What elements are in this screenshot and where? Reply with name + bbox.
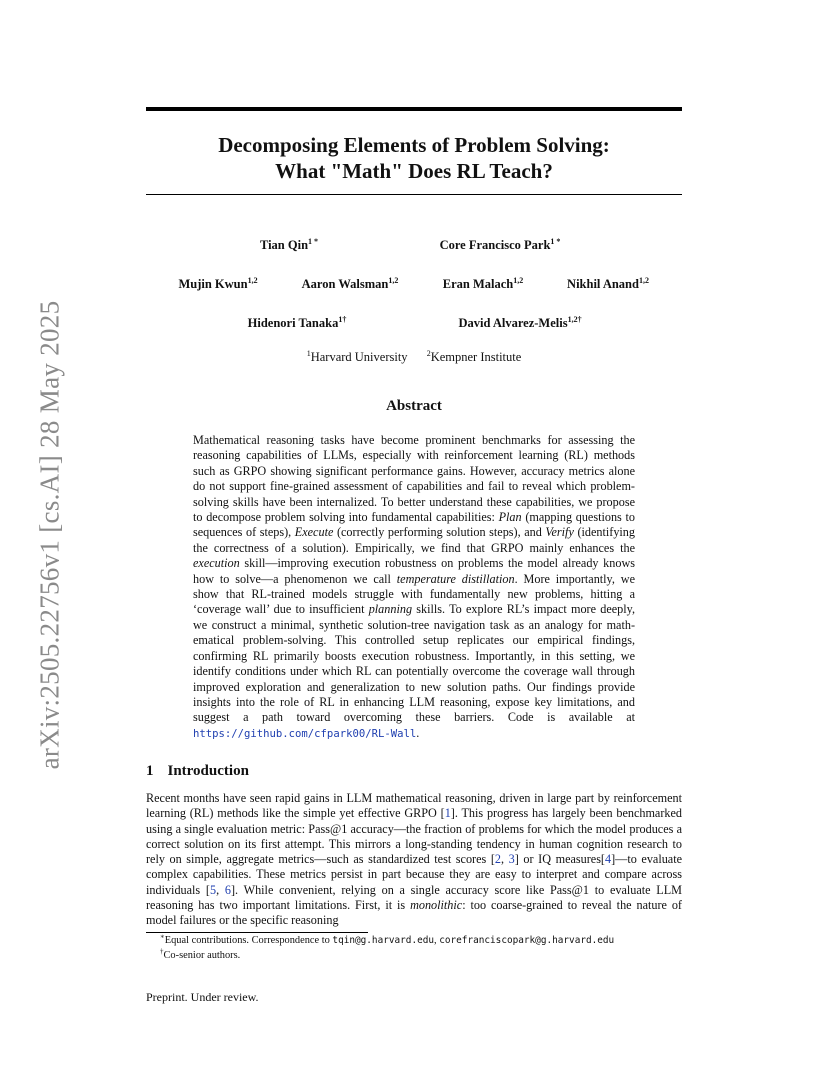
- intro-text: ] or IQ measures[: [514, 852, 605, 867]
- citation-link[interactable]: 6: [224, 882, 231, 897]
- author-name: David Alvarez-Melis: [458, 316, 568, 330]
- abstract-text: . More importantly, we show that RL-trained models struggle with fundamentally new problems, hitting a ‘coverage wall’ due to insufficient: [193, 571, 635, 617]
- citation-link[interactable]: 4: [605, 852, 612, 867]
- author-marks: 1,2†: [567, 314, 582, 324]
- footnote-mark: ∗: [160, 932, 165, 941]
- author-core-francisco-park: [440, 238, 561, 253]
- abstract-emphasis: Verify: [545, 525, 574, 540]
- author-marks: 1,2: [247, 275, 258, 285]
- footnote-text: Co-senior authors.: [163, 950, 241, 961]
- code-repository-link[interactable]: https://github.com/cfpark00/RL-Wall: [193, 727, 417, 740]
- author-name: Mujin Kwun: [178, 277, 248, 291]
- title-bottom-rule: [146, 194, 682, 195]
- footnote-rule: [146, 932, 368, 933]
- paper-title: [146, 132, 682, 184]
- intro-text: : too coarse-grained to reveal the nature of model failures or the specific reasoning: [146, 898, 682, 928]
- intro-text: ,: [501, 852, 509, 867]
- abstract-text: (mapping questions to sequences of steps),: [193, 510, 635, 540]
- author-tian-qin: [260, 238, 318, 253]
- author-marks: 1,2: [513, 275, 524, 285]
- title-top-rule: [146, 107, 682, 111]
- abstract-emphasis: planning: [368, 602, 413, 617]
- section-title: Introduction: [167, 763, 249, 779]
- footnote-co-senior: [160, 947, 241, 961]
- title-line-1: Decomposing Elements of Problem Solving:: [218, 133, 610, 157]
- abstract-text: (correctly performing solution steps), and: [333, 525, 546, 540]
- email-tqin[interactable]: tqin@g.harvard.edu: [332, 935, 435, 946]
- author-nikhil-anand: [567, 277, 649, 292]
- citation-link[interactable]: 3: [508, 852, 515, 867]
- arxiv-identifier-stamp: arXiv:2505.22756v1 [cs.AI] 28 May 2025: [34, 300, 65, 770]
- footnote-text: Equal contributions. Correspondence to: [164, 935, 333, 946]
- affiliation-kempner: [427, 350, 522, 364]
- affiliation-name: Harvard University: [310, 350, 408, 364]
- author-name: Core Francisco Park: [439, 238, 551, 252]
- affiliation-mark: 1: [306, 348, 311, 358]
- intro-text: ]. While convenient, relying on a single accuracy score like Pass@1 to evaluate LLM reasoning has two important limitations. First, it is: [146, 882, 682, 913]
- author-hidenori-tanaka: [248, 316, 347, 331]
- author-marks: 1,2: [388, 275, 399, 285]
- author-marks: 1 *: [308, 236, 319, 246]
- author-name: Eran Malach: [442, 277, 514, 291]
- affiliations: [146, 350, 682, 365]
- intro-text: ]—to evaluate complex capabilities. These metrics persist in part because they are easy to interpret and compare across individuals [: [146, 852, 683, 897]
- abstract-emphasis: Execute: [294, 525, 334, 540]
- footnote-equal-contribution: [160, 932, 615, 946]
- citation-link[interactable]: 1: [444, 806, 451, 821]
- abstract-body: [193, 433, 635, 742]
- intro-emphasis: monolithic: [410, 898, 463, 913]
- author-marks: 1†: [338, 314, 347, 324]
- citation-link[interactable]: 2: [494, 852, 502, 867]
- email-corefranciscopark[interactable]: corefranciscopark@g.harvard.edu: [439, 935, 615, 946]
- abstract-text: .: [416, 725, 420, 740]
- preprint-notice: Preprint. Under review.: [146, 990, 259, 1004]
- affiliation-mark: 2: [426, 348, 431, 358]
- affiliation-harvard: [307, 350, 408, 364]
- abstract-text: (identifying the correctness of a solution). Empirically, we find that GRPO mainly enhances the: [193, 525, 635, 555]
- footnote-mark: †: [160, 947, 164, 956]
- abstract-text: skill—improving execution robustness on problems the model already knows how to solve—a phenomenon we call: [193, 556, 635, 586]
- author-eran-malach: [443, 277, 523, 292]
- abstract-text: Mathematical reasoning tasks have become prominent benchmarks for assessing the reasoning capabilities of LLMs, especially with reinforcement learning (RL) methods such as GRPO showing significant performance gains. However, accuracy metrics alone do not support fine-grained assessment of capabilities and fail to reveal which problem-solving skills have been internalized. To better understand these capabilities, we propose to decompose problem solving into fundamental capabilities:: [193, 433, 635, 525]
- title-line-2: What "Math" Does RL Teach?: [275, 159, 553, 183]
- author-name: Tian Qin: [259, 238, 309, 252]
- author-name: Hidenori Tanaka: [247, 316, 339, 330]
- affiliation-name: Kempner Institute: [430, 350, 522, 364]
- author-marks: 1,2: [638, 275, 649, 285]
- author-name: Nikhil Anand: [567, 277, 639, 291]
- intro-text: Recent months have seen rapid gains in LLM mathematical reasoning, driven in large part by reinforcement learning (RL) methods like the simple yet effective GRPO [: [146, 791, 682, 821]
- section-heading-introduction: [146, 763, 249, 780]
- intro-text: ]. This progress has largely been benchmarked using a single evaluation metric: Pass@1 accuracy—the fraction of problems for which the model produces a correct solution on its first attempt. This mirrors a long-standing tendency in human cognition research to rely on simple, aggregate metrics—such as standardized test scores [: [146, 806, 682, 867]
- author-name: Aaron Walsman: [301, 277, 389, 291]
- abstract-emphasis: execution: [193, 556, 240, 571]
- author-aaron-walsman: [302, 277, 399, 292]
- abstract-heading: Abstract: [386, 398, 442, 414]
- section-number: 1: [146, 763, 154, 779]
- author-mujin-kwun: [178, 277, 257, 292]
- citation-link[interactable]: 5: [209, 882, 217, 897]
- introduction-paragraph: [146, 791, 682, 929]
- intro-text: ,: [216, 882, 225, 897]
- author-marks: 1 *: [550, 236, 561, 246]
- abstract-text: skills. To explore RL’s impact more deeply, we construct a minimal, synthetic solution-tree navigation task as an analogy for math-ematical problem-solving. This controlled setup replicates our empirical findings, confirming RL primarily boosts execution robustness. Importantly, in this setting, we identify conditions under which RL can potentially overcome the coverage wall through improved exploration and generalization to new solution paths. Our findings provide insights into the role of RL in enhancing LLM reasoning, expose key limitations, and suggest a path toward overcoming these barriers. Code is available at: [193, 602, 635, 725]
- abstract-emphasis: temperature distillation: [396, 571, 515, 586]
- footnote-separator: ,: [434, 935, 440, 946]
- author-david-alvarez-melis: [458, 316, 581, 331]
- abstract-emphasis: Plan: [498, 510, 522, 525]
